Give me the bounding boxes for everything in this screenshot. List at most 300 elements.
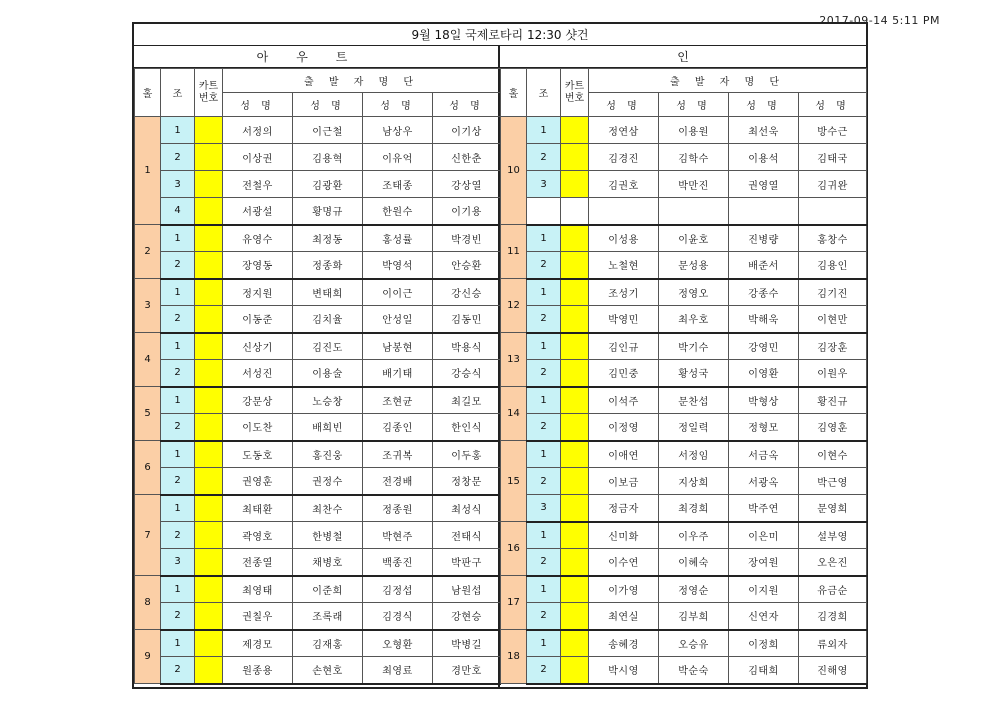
group-number: 2 [527,414,561,441]
player-name: 이윤호 [659,225,729,252]
player-name: 장여원 [729,549,799,576]
group-number: 1 [161,441,195,468]
jo-header: 조 [527,69,561,117]
group-number: 2 [527,252,561,279]
cart-number-cell[interactable] [195,387,223,414]
group-number: 1 [527,630,561,657]
player-name: 조태종 [363,171,433,198]
hole-number: 4 [135,333,161,387]
cart-number-cell[interactable] [561,252,589,279]
cart-number-cell[interactable] [195,333,223,360]
player-name: 이용술 [293,360,363,387]
table-row [501,603,867,630]
player-name: 서정의 [223,117,293,144]
player-name: 오은진 [799,549,867,576]
hole-number: 7 [135,495,161,576]
player-name: 박형상 [729,387,799,414]
cart-number-cell[interactable] [195,441,223,468]
hole-number: 12 [501,279,527,333]
table-row [501,198,867,225]
group-number: 2 [161,522,195,549]
cart-number-cell[interactable] [561,198,589,225]
hole-header: 홀 [501,69,527,117]
player-name: 이도찬 [223,414,293,441]
table-row [135,387,501,414]
player-name: 김종인 [363,414,433,441]
player-name: 김태희 [729,657,799,684]
table-row [501,522,867,549]
player-name: 최영료 [363,657,433,684]
player-name: 문찬섭 [659,387,729,414]
cart-number-cell[interactable] [561,225,589,252]
table-row [135,252,501,279]
hole-number: 14 [501,387,527,441]
group-number: 2 [527,468,561,495]
player-name: 채병호 [293,549,363,576]
group-number: 3 [527,495,561,522]
name-header: 성 명 [433,93,501,117]
player-name: 김용인 [799,252,867,279]
group-number: 1 [527,576,561,603]
player-name: 이용원 [659,117,729,144]
player-name: 신한춘 [433,144,501,171]
table-row [501,144,867,171]
hole-number: 3 [135,279,161,333]
player-name: 경만호 [433,657,501,684]
player-name: 이보금 [589,468,659,495]
player-name: 이두홍 [433,441,501,468]
player-name: 김태국 [799,144,867,171]
player-name: 김경식 [363,603,433,630]
table-row [501,333,867,360]
player-name: 박병길 [433,630,501,657]
player-name: 전태식 [433,522,501,549]
cart-number-cell[interactable] [195,549,223,576]
hole-number: 11 [501,225,527,279]
print-timestamp: 2017-09-14 5:11 PM [819,14,940,27]
player-name: 조현균 [363,387,433,414]
player-name: 김장훈 [799,333,867,360]
player-name: 백종진 [363,549,433,576]
player-name: 황진규 [799,387,867,414]
group-number: 1 [527,279,561,306]
table-row [135,279,501,306]
name-header: 성 명 [293,93,363,117]
player-name: 이가영 [589,576,659,603]
player-name: 박영석 [363,252,433,279]
cart-number-cell[interactable] [195,306,223,333]
table-row [135,495,501,522]
player-name: 안성일 [363,306,433,333]
player-name: 박기수 [659,333,729,360]
player-name: 이현수 [799,441,867,468]
group-number: 1 [161,333,195,360]
cart-number-cell[interactable] [561,333,589,360]
player-name: 노승창 [293,387,363,414]
hole-header: 홀 [135,69,161,117]
group-number: 1 [161,387,195,414]
player-name: 진해영 [799,657,867,684]
group-number: 2 [527,657,561,684]
table-row [501,549,867,576]
cart-number-cell[interactable] [561,360,589,387]
out-course-table [134,68,500,687]
group-number: 2 [161,144,195,171]
starters-header: 출 발 자 명 단 [223,69,501,93]
player-name: 박경빈 [433,225,501,252]
cart-number-cell[interactable] [561,144,589,171]
table-row [501,630,867,657]
group-number: 3 [161,549,195,576]
group-number: 2 [527,144,561,171]
cart-number-cell[interactable] [195,576,223,603]
group-number: 1 [527,225,561,252]
player-name: 정형모 [729,414,799,441]
player-name: 류외자 [799,630,867,657]
hole-number: 18 [501,630,527,684]
cart-number-cell[interactable] [195,252,223,279]
group-number: 1 [527,441,561,468]
player-name: 이수연 [589,549,659,576]
player-name: 도동호 [223,441,293,468]
player-name: 권정수 [293,468,363,495]
player-name: 배기태 [363,360,433,387]
player-name: 박용식 [433,333,501,360]
player-name: 최경희 [659,495,729,522]
player-name: 박현주 [363,522,433,549]
player-name: 김영훈 [799,414,867,441]
group-number: 4 [161,198,195,225]
table-row [135,549,501,576]
player-name: 한원수 [363,198,433,225]
player-name: 김진도 [293,333,363,360]
player-name: 서성진 [223,360,293,387]
table-row [135,225,501,252]
player-name: 서금옥 [729,441,799,468]
player-name: 강영민 [729,333,799,360]
player-name: 서정임 [659,441,729,468]
table-row [135,441,501,468]
player-name: 이동준 [223,306,293,333]
player-name: 이기상 [433,117,501,144]
player-name: 김기진 [799,279,867,306]
cart-number-cell[interactable] [561,549,589,576]
table-row [135,333,501,360]
group-number: 1 [161,225,195,252]
group-number: 1 [161,630,195,657]
table-row [135,414,501,441]
player-name: 박영민 [589,306,659,333]
player-name: 이현만 [799,306,867,333]
group-number: 2 [161,657,195,684]
player-name [659,198,729,225]
table-row [501,441,867,468]
player-name: 노철현 [589,252,659,279]
player-name: 최연실 [589,603,659,630]
player-name: 홍창수 [799,225,867,252]
cart-number-cell[interactable] [561,468,589,495]
table-row [501,468,867,495]
group-number: 1 [161,495,195,522]
cart-number-cell[interactable] [561,387,589,414]
player-name: 정종화 [293,252,363,279]
player-name: 남원섭 [433,576,501,603]
player-name: 이은미 [729,522,799,549]
player-name: 김정섭 [363,576,433,603]
player-name: 송혜경 [589,630,659,657]
cart-number-cell[interactable] [561,657,589,684]
cart-number-cell[interactable] [561,279,589,306]
tee-sheet [132,22,868,689]
group-number: 1 [527,387,561,414]
group-number: 2 [161,414,195,441]
cart-number-cell[interactable] [561,171,589,198]
group-number: 3 [161,171,195,198]
cart-number-cell[interactable] [195,630,223,657]
player-name: 이우주 [659,522,729,549]
table-row [501,657,867,684]
player-name: 최태환 [223,495,293,522]
cart-number-cell[interactable] [195,360,223,387]
name-header: 성 명 [799,93,867,117]
player-name: 남상우 [363,117,433,144]
cart-number-cell[interactable] [561,576,589,603]
cart-number-cell[interactable] [195,144,223,171]
cart-number-cell[interactable] [561,306,589,333]
player-name [729,198,799,225]
player-name: 서광설 [223,198,293,225]
player-name: 이정영 [589,414,659,441]
hole-number: 5 [135,387,161,441]
player-name: 정종원 [363,495,433,522]
cart-number-cell[interactable] [195,603,223,630]
table-row [135,117,501,144]
cart-number-cell[interactable] [195,171,223,198]
player-name: 김민중 [589,360,659,387]
player-name: 최찬수 [293,495,363,522]
player-name: 김학수 [659,144,729,171]
table-row [501,171,867,198]
group-number: 2 [161,252,195,279]
group-number: 2 [527,360,561,387]
player-name: 박순숙 [659,657,729,684]
player-name: 김인규 [589,333,659,360]
player-name: 이용석 [729,144,799,171]
table-row [501,414,867,441]
player-name: 권영열 [729,171,799,198]
player-name: 진병량 [729,225,799,252]
player-name: 김동민 [433,306,501,333]
player-name: 강승식 [433,360,501,387]
player-name: 정영오 [659,279,729,306]
player-name: 문영희 [799,495,867,522]
group-number: 2 [161,603,195,630]
cart-number-cell[interactable] [195,657,223,684]
table-row [135,657,501,684]
player-name: 이준희 [293,576,363,603]
hole-number: 6 [135,441,161,495]
hole-number: 17 [501,576,527,630]
player-name: 김경진 [589,144,659,171]
group-number: 2 [527,306,561,333]
player-name: 한인식 [433,414,501,441]
table-row [501,306,867,333]
player-name: 곽영호 [223,522,293,549]
cart-number-cell[interactable] [561,117,589,144]
player-name: 장영동 [223,252,293,279]
cart-number-cell[interactable] [561,495,589,522]
player-name: 오형환 [363,630,433,657]
hole-number: 9 [135,630,161,684]
player-name: 제경모 [223,630,293,657]
player-name: 김권호 [589,171,659,198]
player-name: 이기용 [433,198,501,225]
player-name: 최선욱 [729,117,799,144]
table-row [135,603,501,630]
player-name: 김귀완 [799,171,867,198]
player-name: 박판구 [433,549,501,576]
name-header: 성 명 [659,93,729,117]
player-name [589,198,659,225]
name-header: 성 명 [589,93,659,117]
player-name: 이석주 [589,387,659,414]
group-number: 2 [161,468,195,495]
player-name: 서광옥 [729,468,799,495]
player-name: 오승유 [659,630,729,657]
group-number: 1 [161,576,195,603]
player-name: 정지원 [223,279,293,306]
name-header: 성 명 [729,93,799,117]
player-name: 김재홍 [293,630,363,657]
table-row [501,495,867,522]
table-row [501,225,867,252]
player-name: 강문상 [223,387,293,414]
table-row [135,468,501,495]
cart-number-cell[interactable] [561,414,589,441]
cart-number-cell[interactable] [195,414,223,441]
player-name: 정연삼 [589,117,659,144]
player-name: 최성식 [433,495,501,522]
table-row [135,144,501,171]
group-number: 1 [527,117,561,144]
hole-number: 8 [135,576,161,630]
table-row [501,279,867,306]
player-name: 이영환 [729,360,799,387]
table-row [501,360,867,387]
table-row [135,360,501,387]
group-number: 2 [527,549,561,576]
cart-number-cell[interactable] [195,225,223,252]
player-name: 조귀복 [363,441,433,468]
player-name: 이정희 [729,630,799,657]
player-name: 박주연 [729,495,799,522]
player-name [799,198,867,225]
player-name: 홍성률 [363,225,433,252]
table-row [501,252,867,279]
player-name: 홍진웅 [293,441,363,468]
cart-number-cell[interactable] [561,441,589,468]
table-row [135,171,501,198]
table-row [501,117,867,144]
group-number: 3 [527,171,561,198]
player-name: 강종수 [729,279,799,306]
name-header: 성 명 [363,93,433,117]
table-row [501,387,867,414]
player-name: 변태희 [293,279,363,306]
player-name: 이이근 [363,279,433,306]
in-course-title: 인 [500,46,866,68]
player-name: 강상열 [433,171,501,198]
player-name: 지상희 [659,468,729,495]
player-name: 원종용 [223,657,293,684]
hole-number: 16 [501,522,527,576]
player-name: 박근영 [799,468,867,495]
player-name: 배준서 [729,252,799,279]
player-name: 이상권 [223,144,293,171]
cart-number-cell[interactable] [561,522,589,549]
hole-number: 2 [135,225,161,279]
table-row [501,576,867,603]
group-number [527,198,561,225]
out-course-title: 아우트 [134,46,500,68]
cart-number-cell[interactable] [195,198,223,225]
player-name: 이성용 [589,225,659,252]
table-row [135,198,501,225]
player-name: 유금순 [799,576,867,603]
player-name: 황명규 [293,198,363,225]
player-name: 신연자 [729,603,799,630]
table-row [135,630,501,657]
player-name: 정일력 [659,414,729,441]
player-name: 이지원 [729,576,799,603]
player-name: 이유억 [363,144,433,171]
player-name: 박시영 [589,657,659,684]
cart-number-cell[interactable] [195,468,223,495]
group-number: 1 [527,522,561,549]
table-row [135,306,501,333]
cart-number-cell[interactable] [195,522,223,549]
cart-number-cell[interactable] [561,630,589,657]
player-name: 손현호 [293,657,363,684]
starters-header: 출 발 자 명 단 [589,69,867,93]
player-name: 박만진 [659,171,729,198]
jo-header: 조 [161,69,195,117]
table-row [135,522,501,549]
player-name: 이애연 [589,441,659,468]
cart-number-cell[interactable] [195,279,223,306]
player-name: 정창문 [433,468,501,495]
sheet-title: 9월 18일 국제로타리 12:30 샷건 [134,24,866,46]
player-name: 신상기 [223,333,293,360]
player-name: 신미화 [589,522,659,549]
player-name: 설부영 [799,522,867,549]
group-number: 2 [527,603,561,630]
player-name: 조록래 [293,603,363,630]
player-name: 황성국 [659,360,729,387]
header-row [135,69,501,93]
cart-header: 카트 번호 [195,69,223,117]
player-name: 권칠우 [223,603,293,630]
cart-number-cell[interactable] [195,117,223,144]
player-name: 김용혁 [293,144,363,171]
player-name: 이원우 [799,360,867,387]
cart-number-cell[interactable] [561,603,589,630]
hole-number: 1 [135,117,161,225]
player-name: 권영훈 [223,468,293,495]
cart-number-cell[interactable] [195,495,223,522]
player-name: 최길모 [433,387,501,414]
table-row [135,576,501,603]
